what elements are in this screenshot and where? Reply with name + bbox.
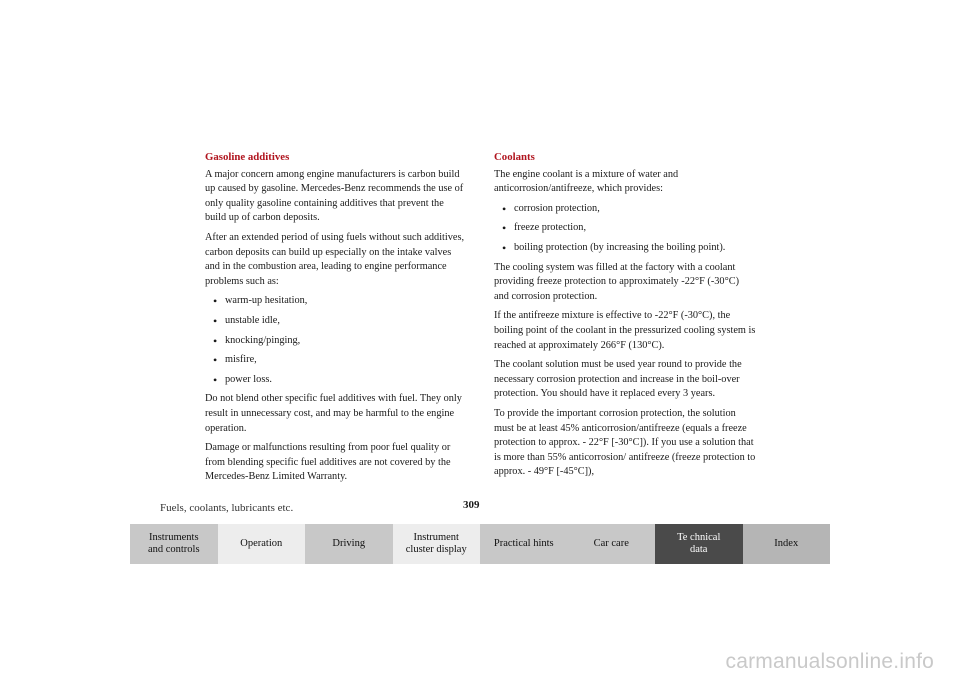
tab-index[interactable]: Index [743, 524, 831, 564]
paragraph: If the antifreeze mixture is effective to -22°F (-30°C), the boiling point of the coolant in the pressurized cooling system is reached at approximately 266°F (130°C). [494, 310, 756, 351]
list-item: • unstable idle, [213, 313, 280, 328]
gasoline-additives-heading: Gasoline additives [205, 151, 290, 163]
tab-operation[interactable]: Operation [218, 524, 306, 564]
paragraph: The engine coolant is a mixture of water and anticorrosion/antifreeze, which provides: [494, 168, 679, 195]
list-item: • power loss. [213, 372, 272, 387]
list-item: • corrosion protection, [502, 201, 600, 216]
bullet-icon: • [213, 353, 218, 368]
chapter-nav-bar [130, 524, 830, 564]
list-item: • freeze protection, [502, 221, 587, 236]
bullet-icon: • [213, 333, 218, 348]
tab-instruments-and-controls[interactable]: Instruments and controls [130, 524, 218, 564]
bullet-icon: • [213, 294, 218, 309]
section-title: Fuels, coolants, lubricants etc. [160, 502, 294, 514]
bullet-icon: • [213, 313, 218, 328]
tab-practical-hints[interactable]: Practical hints [480, 524, 568, 564]
paragraph: Damage or malfunctions resulting from poor fuel quality or from blending specific fuel additives are not covered by the Mercedes-Benz Limited Warranty. [205, 442, 451, 483]
right-column [494, 150, 756, 485]
tab-car-care[interactable]: Car care [568, 524, 656, 564]
list-item: • boiling protection (by increasing the boiling point). [502, 240, 726, 255]
bullet-icon: • [502, 240, 507, 255]
bullet-icon: • [502, 221, 507, 236]
coolants-heading: Coolants [494, 151, 535, 163]
tab-instrument-cluster-display[interactable]: Instrument cluster display [393, 524, 481, 564]
tab-technical-data[interactable]: Te chnical data [655, 524, 743, 564]
tab-driving[interactable]: Driving [305, 524, 393, 564]
list-item: • warm-up hesitation, [213, 294, 308, 309]
paragraph: The cooling system was filled at the factory with a coolant providing freeze protection to approximately -22°F (-30°C) and corrosion protection. [494, 261, 739, 302]
list-item: • misfire, [213, 353, 257, 368]
paragraph: Do not blend other specific fuel additives with fuel. They only result in unnecessary cost, and may be harmful to the engine operation. [205, 393, 462, 434]
left-column [205, 150, 467, 490]
page-number: 309 [463, 499, 480, 511]
bullet-icon: • [213, 372, 218, 387]
bullet-icon: • [502, 201, 507, 216]
paragraph: The coolant solution must be used year round to provide the necessary corrosion protection and increase in the boil-over protection. You should have it replaced every 3 years. [494, 359, 742, 400]
paragraph: To provide the important corrosion protection, the solution must be at least 45% anticorrosion/antifreeze (equals a freeze protection to approx. - 22°F [-30°C]). If you use a solution that is more than 55% anticorrosion/ antifreeze (freeze protection to approx. - 49°F [-45°C]), [494, 407, 756, 478]
paragraph: A major concern among engine manufacturers is carbon build up caused by gasoline. Mercedes-Benz recommends the use of only quality gasoline containing additives that prevent the build up of carbon deposits. [205, 168, 464, 224]
paragraph: After an extended period of using fuels without such additives, carbon deposits can build up especially on the intake valves and in the combustion area, leading to engine performance problems such as: [205, 231, 465, 287]
list-item: • knocking/pinging, [213, 333, 301, 348]
watermark: carmanualsonline.info [725, 650, 934, 673]
